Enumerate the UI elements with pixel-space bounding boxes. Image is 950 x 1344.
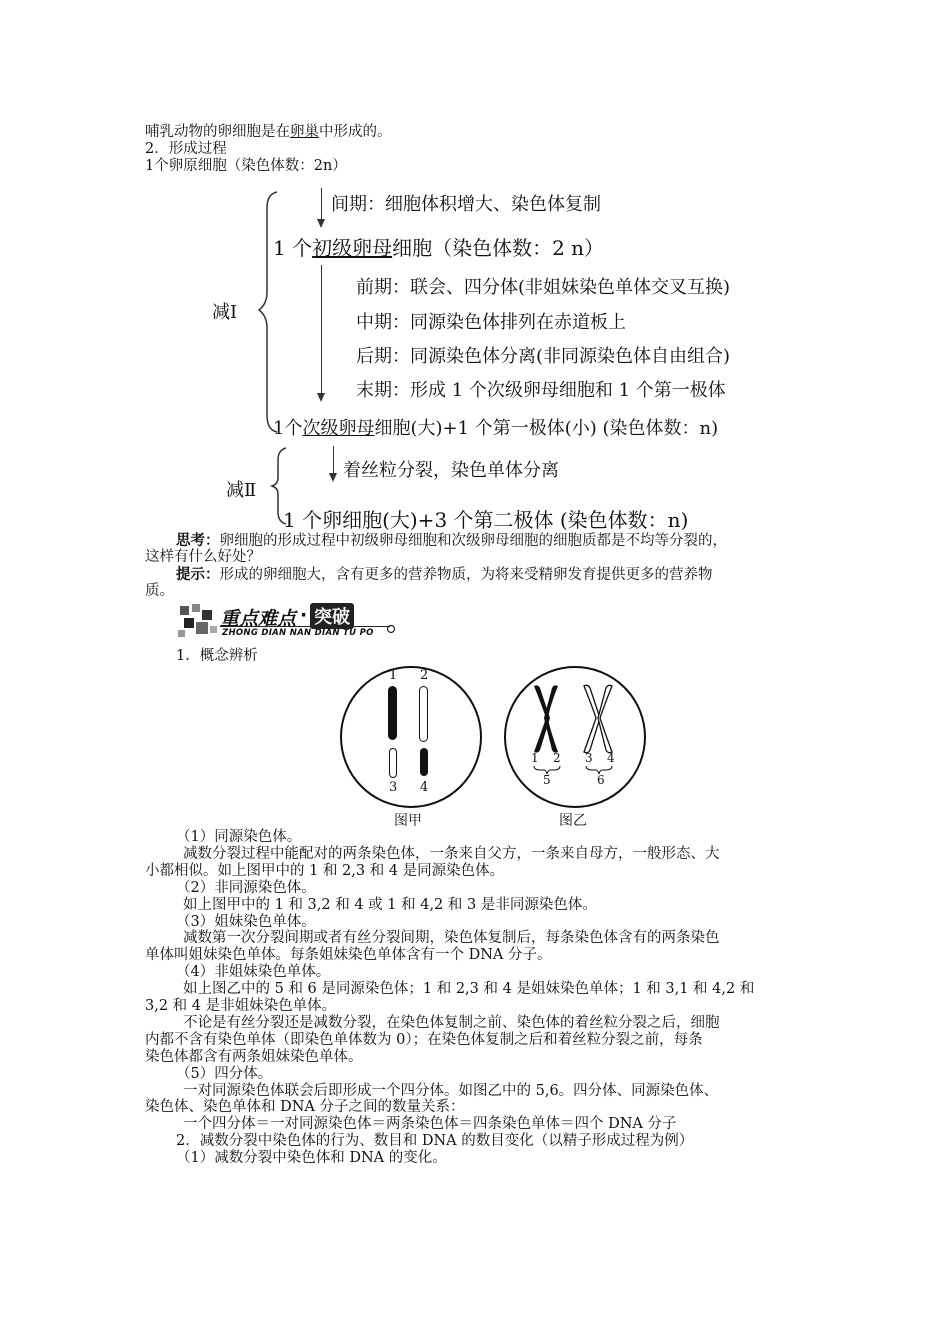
body-line: 如上图乙中的 5 和 6 是同源染色体；1 和 2,3 和 4 是姐妹染色单体；1 和 3,1 和 4,2 和 xyxy=(183,981,755,998)
chromosome-2 xyxy=(419,686,428,742)
metaphase-text: 中期：同源染色体排列在赤道板上 xyxy=(356,312,626,333)
jia-label-1: 1 xyxy=(389,668,398,683)
body-line: 减数分裂过程中能配对的两条染色体，一条来自父方，一条来自母方，一般形态、大 xyxy=(183,845,720,862)
body-line: （4）非姐妹染色单体。 xyxy=(176,964,331,981)
tetrad-drawing xyxy=(520,680,630,780)
egg-result-text: 1 个卵细胞(大)+3 个第二极体 (染色体数：n) xyxy=(283,508,689,532)
hint-line-2: 质。 xyxy=(145,583,174,599)
body-line: 2．减数分裂中染色体的行为、数目和 DNA 的数目变化（以精子形成过程为例） xyxy=(176,1133,694,1150)
yi-label-6: 6 xyxy=(597,773,605,787)
chromosome-1 xyxy=(388,686,397,740)
primary-rest: 细胞（染色体数：2 n） xyxy=(392,236,605,260)
body-line: （1）减数分裂中染色体和 DNA 的变化。 xyxy=(176,1150,447,1167)
body-line: （1）同源染色体。 xyxy=(176,829,302,845)
think-label: 思考： xyxy=(176,532,220,549)
body-line: 不论是有丝分裂还是减数分裂，在染色体复制之前、染色体的着丝粒分裂之后，细胞 xyxy=(183,1014,720,1031)
section-banner xyxy=(176,602,398,642)
secondary-oocyte-term: 次级卵母 xyxy=(302,418,375,439)
secondary-oocyte-line xyxy=(273,414,718,440)
hint-text: 形成的卵细胞大，含有更多的营养物质，为将来受精卵发育提供更多的营养物 xyxy=(219,567,713,583)
centromere-text: 着丝粒分裂，染色单体分离 xyxy=(343,460,559,481)
meiosis1-phase-arrow-head xyxy=(317,393,325,402)
meiosis2-arrow xyxy=(333,446,334,476)
body-line: 单体叫姐妹染色单体。每条姐妹染色单体含有一个 DNA 分子。 xyxy=(145,947,552,964)
body-line: 小都相似。如上图甲中的 1 和 2,3 和 4 是同源染色体。 xyxy=(145,862,505,879)
hint-label: 提示： xyxy=(176,566,220,583)
yi-label-1: 1 xyxy=(531,751,539,765)
jia-label-2: 2 xyxy=(420,668,429,683)
ring-icon xyxy=(386,624,396,634)
primary-oocyte-term: 初级卵母 xyxy=(312,236,393,260)
body-line: 3,2 和 4 是非姐妹染色单体。 xyxy=(145,998,337,1014)
hint-line xyxy=(176,566,846,584)
chromosome-3 xyxy=(389,748,397,778)
cubes-icon xyxy=(176,602,222,642)
jia-label-3: 3 xyxy=(389,780,398,795)
body-line: 内都不含有染色单体（即染色单体数为 0）；在染色体复制之后和着丝粒分裂之前，每条 xyxy=(145,1031,703,1048)
primary-oocyte-line xyxy=(273,232,604,261)
banner-box: 突破 xyxy=(310,603,354,629)
body-line: 一个四分体＝一对同源染色体＝两条染色体＝四条染色单体＝四个 DNA 分子 xyxy=(183,1116,677,1133)
intro-text-end: 中形成的。 xyxy=(319,124,392,140)
banner-pinyin: ZHONG DIAN NAN DIAN TU PO xyxy=(222,628,374,638)
yi-caption: 图乙 xyxy=(559,813,587,829)
secondary-count: 1个 xyxy=(273,418,303,439)
intro-text: 哺乳动物的卵细胞是在 xyxy=(145,124,290,140)
interphase-arrow xyxy=(321,188,322,222)
telophase-text: 末期：形成 1 个次级卵母细胞和 1 个第一极体 xyxy=(356,380,726,401)
body-line: （3）姐妹染色单体。 xyxy=(176,913,316,930)
think-line xyxy=(176,532,846,550)
body-line: （5）四分体。 xyxy=(176,1065,273,1082)
yi-label-2: 2 xyxy=(553,751,561,765)
prophase-text: 前期：联会、四分体(非姐妹染色单体交叉互换) xyxy=(356,277,731,298)
anaphase-text: 后期：同源染色体分离(非同源染色体自由组合) xyxy=(356,346,731,367)
yi-label-3: 3 xyxy=(585,751,593,765)
jia-label-4: 4 xyxy=(420,780,429,795)
interphase-text: 间期：细胞体积增大、染色体复制 xyxy=(331,194,601,215)
yi-label-4: 4 xyxy=(607,751,615,765)
secondary-rest: 细胞(大)+1 个第一极体(小) (染色体数：n) xyxy=(374,418,719,439)
meiosis2-arrow-head xyxy=(329,473,337,482)
oogonium-line: 1个卵原细胞（染色体数：2n） xyxy=(145,158,347,174)
think-text: 卵细胞的形成过程中初级卵母细胞和次级卵母细胞的细胞质都是不均等分裂的， xyxy=(219,533,727,549)
meiosis1-label: 减Ⅰ xyxy=(212,302,238,323)
body-line: 染色体都含有两条姐妹染色单体。 xyxy=(145,1048,363,1065)
concept-heading: 1．概念辨析 xyxy=(176,648,258,664)
body-line: 减数第一次分裂间期或者有丝分裂间期，染色体复制后，每条染色体含有的两条染色 xyxy=(183,930,720,947)
body-line: 如上图甲中的 1 和 3,2 和 4 或 1 和 4,2 和 3 是非同源染色体。 xyxy=(183,896,597,913)
yi-label-5: 5 xyxy=(543,773,551,787)
intro-sentence xyxy=(145,124,815,141)
body-line: （2）非同源染色体。 xyxy=(176,879,316,896)
section-heading: 2．形成过程 xyxy=(145,141,227,157)
body-line: 染色体、染色单体和 DNA 分子之间的数量关系： xyxy=(145,1099,465,1116)
banner-rule xyxy=(220,626,390,627)
meiosis1-brace xyxy=(255,190,285,435)
banner-dot: · xyxy=(300,604,308,626)
meiosis1-phase-arrow xyxy=(321,265,322,395)
body-line: 一对同源染色体联会后即形成一个四分体。如图乙中的 5,6。四分体、同源染色体、 xyxy=(183,1082,719,1099)
interphase-arrow-head xyxy=(317,219,325,228)
figure-jia xyxy=(340,666,482,808)
chromosome-4 xyxy=(420,748,428,776)
meiosis2-label: 减Ⅱ xyxy=(226,480,257,501)
primary-count: 1 个 xyxy=(273,236,313,260)
think-line-2: 这样有什么好处？ xyxy=(145,549,261,565)
banner-title: 重点难点 xyxy=(220,608,297,630)
ovary-term: 卵巢 xyxy=(290,124,319,140)
jia-caption: 图甲 xyxy=(394,813,422,829)
